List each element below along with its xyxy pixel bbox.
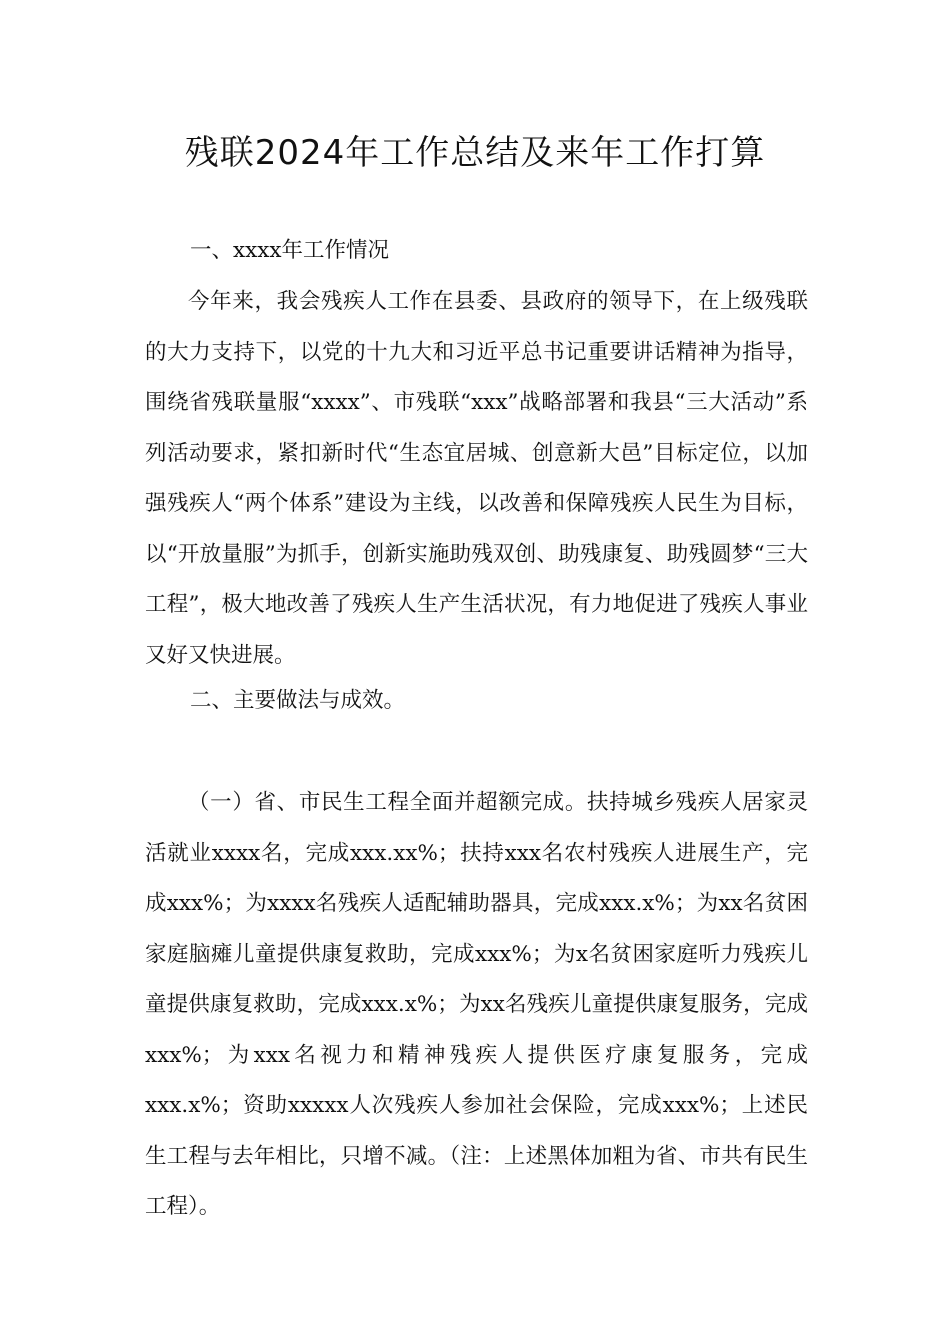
document-title: 残联2024年工作总结及来年工作打算: [184, 133, 766, 173]
section-paragraph-1: 今年来，我会残疾人工作在县委、县政府的领导下，在上级残联的大力支持下，以党的十九大和习近平总书记重要讲话精神为指导，围绕省残联量服“xxxx”、市残联“xxx”战略部署和我县“三大活动”系列活动要求，紧扣新时代“生态宜居城、创意新大邑”目标定位，以加强残疾人“两个体系”建设为主线，以改善和保障残疾人民生为目标，以“开放量服”为抓手，创新实施助残双创、助残康复、助残圆梦“三大工程”，极大地改善了残疾人生产生活状况，有力地促进了残疾人事业又好又快进展。: [145, 289, 808, 668]
section-heading-2: 二、主要做法与成效。: [190, 688, 406, 713]
section-heading-1: 一、xxxx年工作情况: [190, 238, 390, 263]
section-paragraph-2: （一）省、市民生工程全面并超额完成。扶持城乡残疾人居家灵活就业xxxx名，完成xxx.xx%；扶持xxx名农村残疾人进展生产，完成xxx%；为xxxx名残疾人适配辅助器具，完成xxx.x%；为xx名贫困家庭脑瘫儿童提供康复救助，完成xxx%；为x名贫困家庭听力残疾儿童提供康复救助，完成xxx.x%；为xx名残疾儿童提供康复服务，完成xxx%；为xxx名视力和精神残疾人提供医疗康复服务，完成xxx.x%；资助xxxxx人次残疾人参加社会保险，完成xxx%；上述民生工程与去年相比，只增不减。（注：上述黑体加粗为省、市共有民生工程）。: [145, 790, 808, 1219]
